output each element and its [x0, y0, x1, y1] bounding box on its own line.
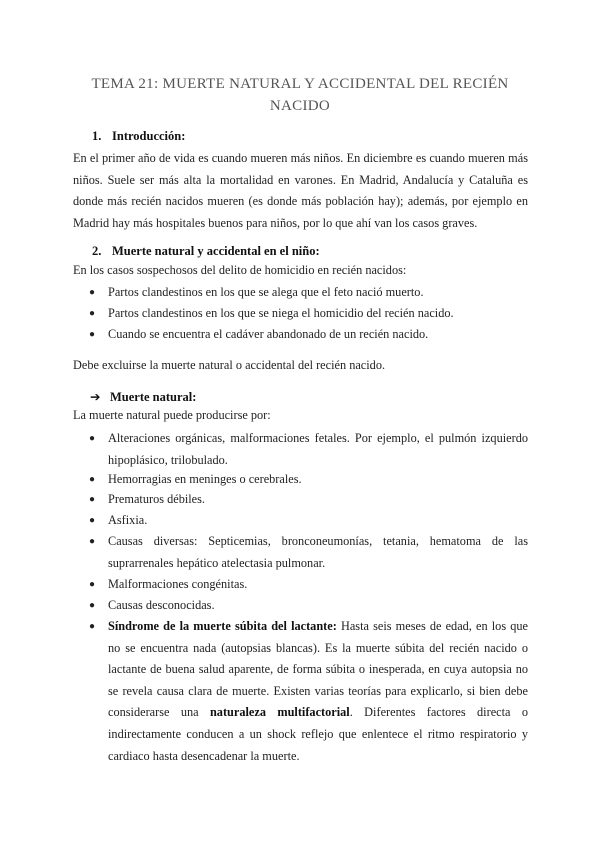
list-item: ● Malformaciones congénitas.: [89, 574, 528, 596]
bullet-icon: ●: [89, 494, 96, 505]
list-item: ● Asfixia.: [89, 510, 528, 532]
list-item-sids: [89, 616, 528, 767]
section-title: Muerte natural y accidental en el niño:: [112, 244, 320, 258]
bullet-icon: ●: [89, 621, 96, 632]
bullet-icon: ●: [89, 579, 96, 590]
list-item: ● Prematuros débiles.: [89, 489, 528, 511]
section-number: 1.: [92, 129, 102, 143]
arrow-right-icon: ➔: [90, 390, 101, 404]
bullet-icon: ●: [89, 515, 96, 526]
bullet-icon: ●: [89, 474, 96, 485]
subsection-heading-muerte-natural: [90, 389, 196, 405]
section-heading-muerte-natural-accidental: [92, 243, 320, 259]
bullet-icon: ●: [89, 600, 96, 611]
bullet-icon: ●: [89, 433, 96, 444]
bullet-icon: ●: [89, 308, 96, 319]
sids-emphasis: naturaleza multifactorial: [209, 705, 350, 720]
list-item: ● Partos clandestinos en los que se alega que el feto nació muerto.: [89, 282, 529, 304]
section-number: 2.: [92, 244, 102, 258]
section-title: Introducción:: [112, 129, 186, 143]
sids-label: Síndrome de la muerte súbita del lactante:: [108, 619, 337, 633]
bullet-icon: ●: [89, 329, 96, 340]
section2-intro: En los casos sospechosos del delito de homicidio en recién nacidos:: [73, 263, 407, 277]
list-item: ● Alteraciones orgánicas, malformaciones fetales. Por ejemplo, el pulmón izquierdo hipoplásico, trilobulado.: [89, 428, 528, 471]
page-title: TEMA 21: MUERTE NATURAL Y ACCIDENTAL DEL RECIÉN NACIDO: [91, 76, 509, 114]
list-item: ● Causas desconocidas.: [89, 595, 528, 617]
bullet-icon: ●: [89, 536, 96, 547]
subsection-title: Muerte natural:: [110, 390, 197, 404]
list-item: ● Causas diversas: Septicemias, bronconeumonías, tetania, hematoma de las suprarrenales hepático atelectasia pulmonar.: [89, 531, 528, 574]
list-item: ● Partos clandestinos en los que se niega el homicidio del recién nacido.: [89, 303, 529, 325]
bullet-icon: ●: [89, 287, 96, 298]
section2-closing: Debe excluirse la muerte natural o accidental del recién nacido.: [73, 358, 386, 372]
section-heading-introduccion: [92, 128, 185, 144]
intro-paragraph: En el primer año de vida es cuando mueren más niños. En diciembre es cuando mueren más niños. Suele ser más alta la mortalidad en varones. En Madrid, Andalucía y Cataluña es donde más recién nacidos mueren (es donde más población hay); además, por ejemplo en Madrid hay más hospitales buenos para niños, por lo que ahí van los casos graves.: [73, 151, 528, 230]
sids-paragraph: Síndrome de la muerte súbita del lactante: Hasta seis meses de edad, en los que no se encuentra nada (autopsias blancas). Es la muerte súbita del recién nacido o lactante de buena salud aparente, de forma súbita o inesperada, en cuya autopsia no se revela causa clara de muerte. Existen varias teorías para explicarlo, si bien debe considerarse una naturaleza multifactorial. Diferentes factores directa o indirectamente conducen a un shock reflejo que enlentece el ritmo respiratorio y cardiaco hasta desencadenar la muerte.: [108, 619, 528, 763]
list-item: ● Cuando se encuentra el cadáver abandonado de un recién nacido.: [89, 324, 529, 346]
list-item: ● Hemorragias en meninges o cerebrales.: [89, 469, 528, 491]
section3-intro: La muerte natural puede producirse por:: [73, 408, 271, 422]
